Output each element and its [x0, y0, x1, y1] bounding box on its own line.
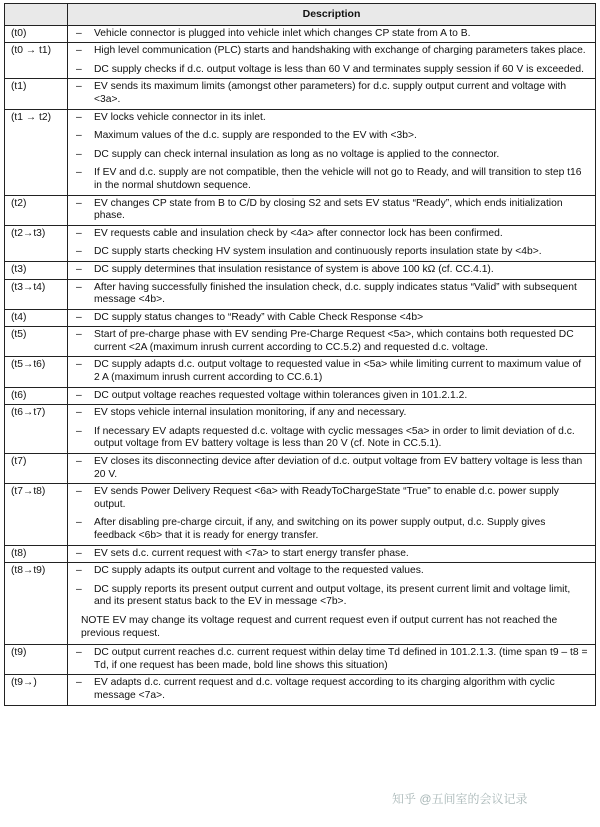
item-text: EV requests cable and insulation check by <4a> after connector lock has been confirmed. — [94, 227, 503, 239]
item-text: DC supply adapts its output current and voltage to the requested values. — [94, 565, 424, 577]
description-cell — [68, 645, 596, 675]
time-label: (t9) — [5, 645, 68, 675]
item-text: DC supply determines that insulation resistance of system is above 100 kΩ (cf. CC.4.1). — [94, 263, 494, 275]
description-cell — [68, 387, 596, 405]
dash-marker: – — [76, 517, 82, 529]
table-row — [5, 327, 596, 357]
table-row — [5, 563, 596, 645]
dash-marker: – — [76, 81, 82, 93]
time-label: (t2→t3) — [5, 225, 68, 261]
list-item — [72, 64, 589, 77]
list-item — [72, 677, 589, 702]
description-cell — [68, 79, 596, 109]
description-cell — [68, 327, 596, 357]
description-cell — [68, 454, 596, 484]
item-text: DC supply can check internal insulation as long as no voltage is applied to the connector. — [94, 148, 500, 160]
dash-marker: – — [76, 27, 82, 39]
time-label: (t5) — [5, 327, 68, 357]
item-text: EV sets d.c. current request with <7a> to start energy transfer phase. — [94, 547, 409, 559]
dash-marker: – — [76, 45, 82, 57]
time-label: (t8→t9) — [5, 563, 68, 645]
item-text: If necessary EV adapts requested d.c. voltage with cyclic messages <5a> in order to limit deviation of d.c. output voltage from EV battery voltage is less than 20 V (cf. Note in CC.5.1). — [94, 425, 575, 450]
dash-marker: – — [76, 407, 82, 419]
item-text: DC supply checks if d.c. output voltage is less than 60 V and terminates supply session if 60 V is exceeded. — [94, 63, 584, 75]
time-label: (t5→t6) — [5, 357, 68, 387]
time-label: (t0 → t1) — [5, 43, 68, 79]
item-text: EV changes CP state from B to C/D by closing S2 and sets EV status “Ready”, which ends initialization phase. — [94, 197, 563, 222]
item-text: EV adapts d.c. current request and d.c. voltage request according to its charging algorithm with cyclic message <7a>. — [94, 677, 555, 701]
description-cell — [68, 279, 596, 309]
item-text: EV sends Power Delivery Request <6a> with ReadyToChargeState “True” to enable d.c. power supply output. — [94, 486, 559, 510]
table-row — [5, 195, 596, 225]
list-item — [72, 228, 589, 241]
dash-marker: – — [76, 246, 82, 258]
list-item — [72, 28, 589, 41]
list-item — [72, 198, 589, 223]
list-item — [72, 130, 589, 143]
time-label: (t0) — [5, 25, 68, 43]
time-label: (t3) — [5, 261, 68, 279]
item-text: DC supply reports its present output current and output voltage, its present current limit and voltage limit, and its present status back to the EV in message <7b>. — [94, 583, 571, 608]
item-text: EV closes its disconnecting device after deviation of d.c. output voltage from EV battery voltage is less than 20 V. — [94, 456, 583, 480]
dash-marker: – — [76, 583, 82, 595]
description-cell — [68, 225, 596, 261]
time-label: (t4) — [5, 309, 68, 327]
table-row — [5, 645, 596, 675]
table-row — [5, 309, 596, 327]
list-item — [72, 584, 589, 609]
description-cell — [68, 405, 596, 454]
description-cell — [68, 43, 596, 79]
description-column-header: Description — [68, 4, 596, 26]
time-label: (t6) — [5, 387, 68, 405]
table-row — [5, 79, 596, 109]
description-cell — [68, 563, 596, 645]
dash-marker: – — [76, 263, 82, 275]
time-label: (t1) — [5, 79, 68, 109]
time-label: (t3→t4) — [5, 279, 68, 309]
table-row — [5, 545, 596, 563]
dash-marker: – — [76, 167, 82, 179]
list-item — [72, 149, 589, 162]
dash-marker: – — [76, 456, 82, 468]
time-label: (t2) — [5, 195, 68, 225]
list-item — [72, 390, 589, 403]
table-row — [5, 357, 596, 387]
description-cell — [68, 675, 596, 705]
dash-marker: – — [76, 197, 82, 209]
item-text: EV stops vehicle internal insulation monitoring, if any and necessary. — [94, 407, 407, 419]
item-text: DC supply adapts d.c. output voltage to requested value in <5a> while limiting current to maximum value of 2 A (maximum inrush current according to CC.6.1) — [94, 359, 582, 384]
list-item — [72, 167, 589, 192]
description-cell — [68, 195, 596, 225]
item-text: If EV and d.c. supply are not compatible, then the vehicle will not go to Ready, and will transition to step t16 in the normal shutdown sequence. — [94, 167, 582, 191]
table-row — [5, 279, 596, 309]
dash-marker: – — [76, 329, 82, 341]
dash-marker: – — [76, 547, 82, 559]
dash-marker: – — [76, 63, 82, 75]
dash-marker: – — [76, 130, 82, 142]
description-cell — [68, 261, 596, 279]
sequence-table — [4, 3, 596, 706]
table-row — [5, 225, 596, 261]
list-item — [72, 81, 589, 106]
dash-marker: – — [76, 647, 82, 659]
item-text: After disabling pre-charge circuit, if any, and switching on its power supply output, d.c. Supply gives feedback <6b> that it is ready for energy transfer. — [94, 517, 546, 541]
dash-marker: – — [76, 227, 82, 239]
table-row — [5, 405, 596, 454]
list-item — [72, 407, 589, 420]
description-cell — [68, 109, 596, 195]
item-text: After having successfully finished the insulation check, d.c. supply indicates status “Valid” with subsequent message <4b>. — [94, 281, 577, 306]
dash-marker: – — [76, 389, 82, 401]
table-row — [5, 43, 596, 79]
dash-marker: – — [76, 148, 82, 160]
list-item — [72, 647, 589, 672]
time-label: (t8) — [5, 545, 68, 563]
time-label: (t9→) — [5, 675, 68, 705]
list-item — [72, 486, 589, 511]
list-item — [72, 517, 589, 542]
note-text: NOTE EV may change its voltage request and current request even if output current has not reached the previous request. — [81, 614, 558, 639]
time-label: (t7→t8) — [5, 484, 68, 545]
dash-marker: – — [76, 359, 82, 371]
list-item — [72, 565, 589, 578]
dash-marker: – — [76, 281, 82, 293]
dash-marker: – — [76, 565, 82, 577]
item-text: DC output current reaches d.c. current request within delay time Td defined in 101.2.1.3. (time span t9 – t8 = Td, if one request has been made, bold line shows this situation) — [94, 647, 588, 671]
list-item — [72, 426, 589, 451]
list-item — [72, 312, 589, 325]
time-label: (t7) — [5, 454, 68, 484]
description-cell — [68, 545, 596, 563]
table-row — [5, 675, 596, 705]
list-item — [72, 456, 589, 481]
dash-marker: – — [76, 311, 82, 323]
table-row — [5, 109, 596, 195]
item-text: DC supply starts checking HV system insulation and continuously reports insulation state by <4b>. — [94, 246, 542, 258]
time-label: (t6→t7) — [5, 405, 68, 454]
list-item — [72, 246, 589, 259]
item-text: EV sends its maximum limits (amongst other parameters) for d.c. supply output current and voltage with <3a>. — [94, 81, 567, 105]
description-cell — [68, 309, 596, 327]
table-row — [5, 454, 596, 484]
item-text: Maximum values of the d.c. supply are responded to the EV with <3b>. — [94, 130, 417, 142]
table-row — [5, 25, 596, 43]
item-text: Start of pre-charge phase with EV sending Pre-Charge Request <5a>, which contains both requested DC current <2A (maximum inrush current according to CC.5.2) and requested d.c. voltage. — [94, 329, 574, 353]
item-text: High level communication (PLC) starts and handshaking with exchange of charging parameters takes place. — [94, 45, 586, 57]
item-text: EV locks vehicle connector in its inlet. — [94, 111, 266, 123]
description-cell — [68, 357, 596, 387]
list-item — [72, 45, 589, 58]
watermark: 知乎 @五间室的会议记录 — [392, 792, 528, 806]
dash-marker: – — [76, 425, 82, 437]
item-text: DC output voltage reaches requested voltage within tolerances given in 101.2.1.2. — [94, 389, 468, 401]
table-row — [5, 387, 596, 405]
list-item — [72, 282, 589, 307]
table-row — [5, 484, 596, 545]
list-item — [72, 112, 589, 125]
time-column-header — [5, 4, 68, 26]
description-cell — [68, 25, 596, 43]
dash-marker: – — [76, 111, 82, 123]
dash-marker: – — [76, 486, 82, 498]
item-text: DC supply status changes to “Ready” with Cable Check Response <4b> — [94, 311, 424, 323]
list-item — [72, 359, 589, 384]
table-row — [5, 261, 596, 279]
dash-marker: – — [76, 677, 82, 689]
description-cell — [68, 484, 596, 545]
list-item — [72, 264, 589, 277]
time-label: (t1 → t2) — [5, 109, 68, 195]
list-item — [72, 329, 589, 354]
item-text: Vehicle connector is plugged into vehicle inlet which changes CP state from A to B. — [94, 27, 471, 39]
table-header-row — [5, 4, 596, 26]
list-item — [72, 548, 589, 561]
